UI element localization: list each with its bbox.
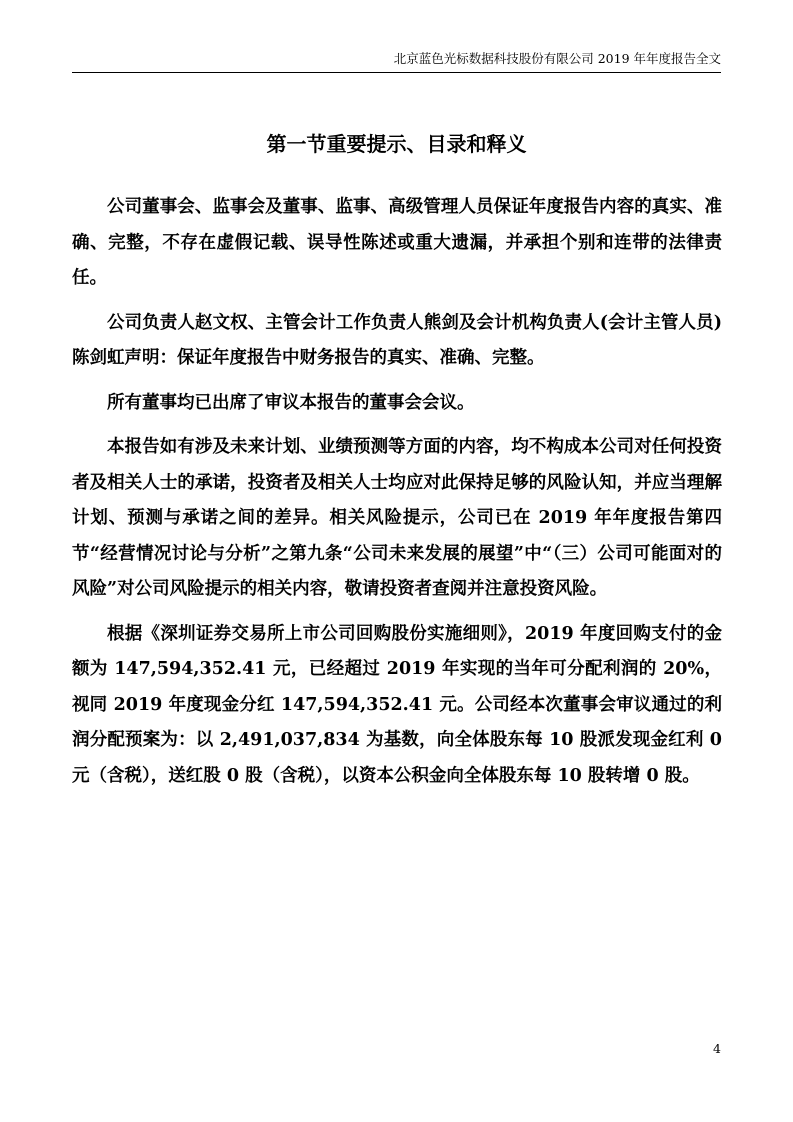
page-header bbox=[72, 50, 721, 73]
board-attendance-paragraph: 所有董事均已出席了审议本报告的董事会会议。 bbox=[107, 392, 475, 413]
forward-looking-risk-paragraph: 本报告如有涉及未来计划、业绩预测等方面的内容，均不构成本公司对任何投资者及相关人士的承诺，投资者及相关人士均应对此保持足够的风险认知，并应当理解计划、预测与承诺之间的差异。相关风险提示，公司已在 2019 年年度报告第四节“经营情况讨论与分析”之第九条“公司未来发展的展望”中“（三）公司可能面对的风险”对公司风险提示的相关内容，敬请投资者查阅并注意投资风险。 bbox=[72, 437, 722, 599]
header-text: 北京蓝色光标数据科技股份有限公司 2019 年年度报告全文 bbox=[393, 51, 721, 66]
section-title: 第一节重要提示、目录和释义 bbox=[266, 132, 527, 156]
responsibility-statement-paragraph: 公司董事会、监事会及董事、监事、高级管理人员保证年度报告内容的真实、准确、完整，不存在虚假记载、误导性陈述或重大遗漏，并承担个别和连带的法律责任。 bbox=[72, 197, 722, 288]
page-number: 4 bbox=[713, 1041, 721, 1056]
profit-distribution-paragraph: 根据《深圳证券交易所上市公司回购股份实施细则》，2019 年度回购支付的金额为 147,594,352.41 元，已经超过 2019 年实现的当年可分配利润的 20%，视同 2019 年度现金分红 147,594,352.41 元。公司经本次董事会审议通过的利润分配预案为：以 2,491,037,834 为基数，向全体股东每 10 股派发现金红利 0 元（含税），送红股 0 股（含税），以资本公积金向全体股东每 10 股转增 0 股。 bbox=[72, 623, 722, 786]
document-body bbox=[72, 190, 722, 803]
officer-declaration-paragraph: 公司负责人赵文权、主管会计工作负责人熊剑及会计机构负责人(会计主管人员)陈剑虹声明：保证年度报告中财务报告的真实、准确、完整。 bbox=[72, 312, 722, 368]
